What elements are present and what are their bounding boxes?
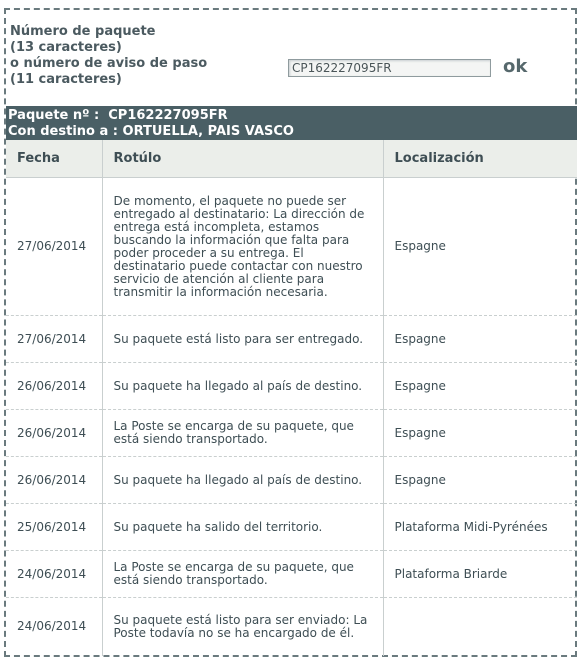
row-date: 27/06/2014	[6, 178, 102, 316]
row-label: La Poste se encarga de su paquete, que está siendo transportado.	[102, 410, 383, 457]
row-label: Su paquete ha llegado al país de destino.	[102, 457, 383, 504]
tracking-results-table	[6, 140, 577, 656]
table-row	[6, 598, 577, 656]
column-header-date: Fecha	[6, 140, 102, 178]
row-date: 26/06/2014	[6, 363, 102, 410]
package-number-value: CP162227095FR	[108, 108, 228, 123]
row-label: De momento, el paquete no puede ser entregado al destinatario: La dirección de entrega está incompleta, estamos buscando la información que falta para poder proceder a su entrega. El destinatario puede contactar con nuestro servicio de atención al cliente para transmitir la información necesaria.	[102, 178, 383, 316]
tracking-number-input[interactable]	[288, 59, 491, 77]
package-number-label: Paquete nº :	[8, 108, 100, 123]
row-date: 26/06/2014	[6, 457, 102, 504]
table-row	[6, 178, 577, 316]
label-line: o número de aviso de paso	[10, 56, 208, 71]
table-row	[6, 316, 577, 363]
row-location: Plataforma Midi-Pyrénées	[383, 504, 577, 551]
row-location	[383, 598, 577, 656]
row-location: Plataforma Briarde	[383, 551, 577, 598]
row-label: Su paquete ha llegado al país de destino.	[102, 363, 383, 410]
row-location: Espagne	[383, 178, 577, 316]
row-label: Su paquete está listo para ser entregado.	[102, 316, 383, 363]
row-label: Su paquete está listo para ser enviado: La Poste todavía no se ha encargado de él.	[102, 598, 383, 656]
row-date: 27/06/2014	[6, 316, 102, 363]
label-line: (11 caracteres)	[10, 72, 122, 87]
ok-button[interactable]: ok	[503, 56, 528, 77]
row-location: Espagne	[383, 316, 577, 363]
table-row	[6, 457, 577, 504]
table-row	[6, 504, 577, 551]
row-location: Espagne	[383, 410, 577, 457]
label-line: Número de paquete	[10, 24, 156, 39]
tracking-form-label	[10, 24, 260, 88]
destination-label: Con destino a :	[8, 124, 118, 139]
row-location: Espagne	[383, 363, 577, 410]
column-header-location: Localización	[383, 140, 577, 178]
table-row	[6, 551, 577, 598]
package-summary	[6, 106, 577, 140]
label-line: (13 caracteres)	[10, 40, 122, 55]
table-row	[6, 410, 577, 457]
row-label: La Poste se encarga de su paquete, que está siendo transportado.	[102, 551, 383, 598]
row-label: Su paquete ha salido del territorio.	[102, 504, 383, 551]
table-row	[6, 363, 577, 410]
row-date: 24/06/2014	[6, 598, 102, 656]
column-header-label: Rotúlo	[102, 140, 383, 178]
row-location: Espagne	[383, 457, 577, 504]
destination-value: ORTUELLA, PAIS VASCO	[122, 124, 294, 139]
row-date: 26/06/2014	[6, 410, 102, 457]
row-date: 25/06/2014	[6, 504, 102, 551]
row-date: 24/06/2014	[6, 551, 102, 598]
